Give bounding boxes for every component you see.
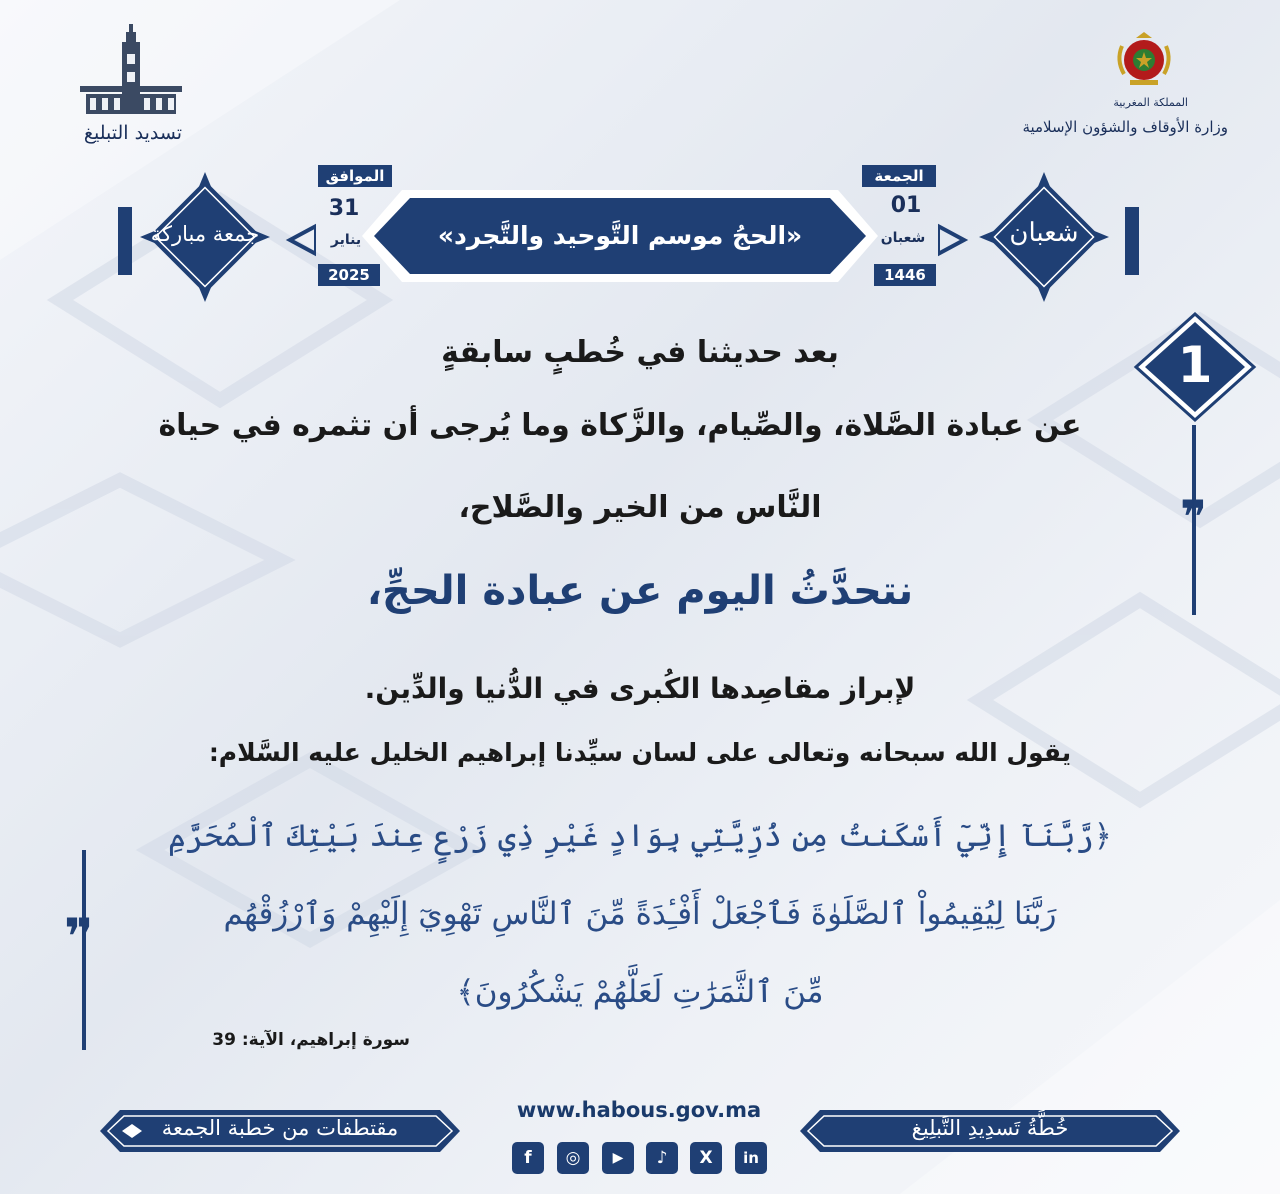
quran-citation: سورة إبراهيم، الآية: 39 — [212, 1030, 410, 1050]
quran-line-2: رَبَّنَا لِيُقِيمُواْ ٱلصَّلَوٰةَ فَٱجْعَلْ أَفْـِٔدَةً مِّنَ ٱلنَّاسِ تَهْوِيٓ إِلَيْهِمْ وَٱرْزُقْهُم — [223, 896, 1057, 932]
greg-month: يناير — [330, 232, 362, 248]
intro-line-5: لإبراز مقاصِدها الكُبرى في الدُّنيا والدِّين. — [364, 672, 916, 705]
day-label: الجمعة — [862, 165, 936, 187]
intro-line-2: عن عبادة الصَّلاة، والصِّيام، والزَّكاة وما يُرجى أن تثمره في حياة — [158, 408, 1082, 443]
quran-line-1: ﴿رَّبَّنَآ إِنِّيٓ أَسْكَنتُ مِن ذُرِّيَّتِي بِوَادٍ غَيْرِ ذِي زَرْعٍ عِندَ بَيْتِكَ ٱلْمُحَرَّمِ — [168, 818, 1112, 854]
divider-bar-left — [118, 207, 132, 275]
sermon-title: «الحجُ موسم التَّوحيد والتَّجرد» — [437, 221, 803, 250]
x-icon[interactable]: X — [690, 1142, 722, 1174]
tiktok-icon[interactable]: ♪ — [646, 1142, 678, 1174]
section-number: 1 — [1177, 336, 1213, 394]
quote-mark-left-icon: ❞ — [64, 908, 94, 966]
intro-line-1: بعد حديثنا في خُطبٍ سابقةٍ — [441, 335, 839, 370]
arrow-right-ornament — [938, 222, 972, 258]
hijri-year: 1446 — [874, 264, 936, 286]
greg-year: 2025 — [318, 264, 380, 286]
intro-line-6: يقول الله سبحانه وتعالى على لسان سيِّدنا إبراهيم الخليل عليه السَّلام: — [208, 738, 1072, 767]
divider-bar-right — [1125, 207, 1139, 275]
month-calligraphy: شعبان — [1009, 218, 1079, 248]
youtube-icon[interactable]: ▶ — [602, 1142, 634, 1174]
arrow-left-ornament — [282, 222, 316, 258]
quote-mark-icon: ❞ — [1180, 490, 1207, 544]
website-link[interactable]: www.habous.gov.ma — [516, 1098, 762, 1122]
mosque-logo-icon — [76, 24, 186, 120]
headline: نتحدَّثُ اليوم عن عبادة الحجِّ، — [366, 568, 914, 614]
facebook-icon[interactable]: f — [512, 1142, 544, 1174]
hijri-day: 01 — [890, 193, 922, 218]
hijri-month: شعبان — [880, 230, 926, 246]
footer-left-label: مقتطفات من خطبة الجمعة — [161, 1116, 399, 1140]
greg-day: 31 — [328, 196, 360, 221]
friday-calligraphy: جمعة مباركة — [150, 222, 260, 246]
coat-of-arms-emblem — [1112, 28, 1176, 88]
footer-right-label: خُطَّةُ تَسدِيدِ التَّبلِيغ — [911, 1116, 1069, 1140]
kingdom-name: المملكة المغربية — [1113, 96, 1188, 109]
brand-name: تسديد التبليغ — [83, 122, 183, 144]
ministry-name: وزارة الأوقاف والشؤون الإسلامية — [1022, 118, 1228, 136]
quran-line-3: مِّنَ ٱلثَّمَرَٰتِ لَعَلَّهُمْ يَشْكُرُونَ﴾ — [456, 974, 824, 1010]
corresponding-label: الموافق — [318, 165, 392, 187]
intro-line-3: النَّاس من الخير والصَّلاح، — [458, 490, 822, 525]
instagram-icon[interactable]: ◎ — [557, 1142, 589, 1174]
linkedin-icon[interactable]: in — [735, 1142, 767, 1174]
